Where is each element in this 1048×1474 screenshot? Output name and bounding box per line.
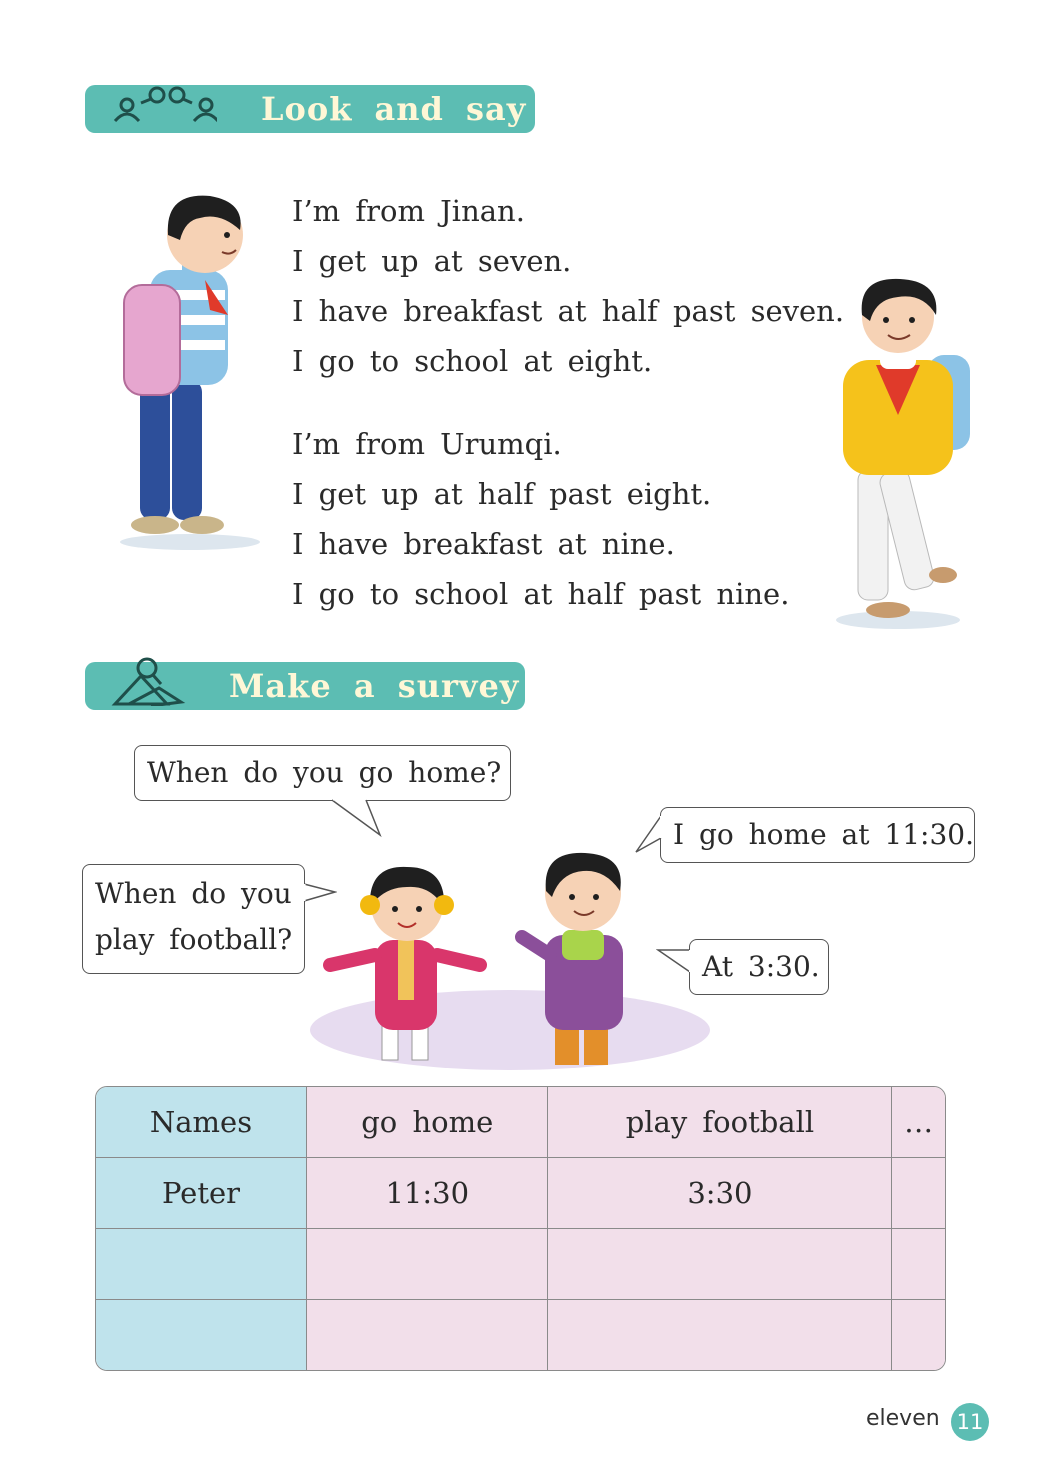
bubble-text: At 3:30. <box>702 950 820 983</box>
page-number-badge: 11 <box>951 1403 989 1441</box>
table-cell[interactable]: 11:30 <box>307 1158 548 1229</box>
boy-in-yellow-sweater-illustration <box>828 275 978 640</box>
table-cell[interactable]: 3:30 <box>548 1158 892 1229</box>
text-line: I get up at seven. <box>292 244 572 278</box>
text-line: I go to school at half past nine. <box>292 577 790 611</box>
text-line: I have breakfast at half past seven. <box>292 294 845 328</box>
bubble-text: When do you <box>95 877 292 910</box>
table-cell[interactable] <box>307 1229 548 1300</box>
header-cell: play football <box>548 1087 892 1158</box>
table-cell[interactable] <box>892 1158 945 1229</box>
section-title: Make a survey <box>229 667 520 705</box>
table-cell[interactable] <box>892 1229 945 1300</box>
text-line: I’m from Jinan. <box>292 194 525 228</box>
table-row <box>96 1300 945 1370</box>
header-cell: … <box>892 1087 945 1158</box>
name-cell[interactable] <box>96 1229 307 1300</box>
look-and-say-banner <box>85 85 535 133</box>
table-row <box>96 1229 945 1300</box>
speech-bubble-football-question <box>82 864 305 974</box>
make-a-survey-banner <box>85 662 525 710</box>
table-cell[interactable] <box>548 1229 892 1300</box>
two-children-talking-illustration <box>300 845 720 1070</box>
name-cell[interactable] <box>96 1300 307 1370</box>
header-cell: go home <box>307 1087 548 1158</box>
speech-bubble-go-home-question <box>134 745 511 801</box>
table-cell[interactable] <box>892 1300 945 1370</box>
text-line: I have breakfast at nine. <box>292 527 675 561</box>
survey-table <box>95 1086 946 1371</box>
paragraph-urumqi <box>292 419 789 619</box>
section-title: Look and say <box>261 90 527 128</box>
magnifier-pencil-icon <box>111 654 191 706</box>
text-line: I go to school at eight. <box>292 344 653 378</box>
bubble-text: When do you go home? <box>147 756 502 789</box>
boy-with-pink-backpack-illustration <box>110 190 270 560</box>
table-header-row <box>96 1087 945 1158</box>
bubble-text: I go home at 11:30. <box>673 818 974 851</box>
bubble-text: play football? <box>95 923 293 956</box>
text-line: I get up at half past eight. <box>292 477 712 511</box>
bubble-tail <box>330 799 390 839</box>
name-cell[interactable]: Peter <box>96 1158 307 1229</box>
page-number-word: eleven <box>866 1406 940 1431</box>
people-talking-icon <box>107 85 217 131</box>
paragraph-jinan <box>292 186 844 386</box>
header-cell: Names <box>96 1087 307 1158</box>
table-cell[interactable] <box>307 1300 548 1370</box>
table-row <box>96 1158 945 1229</box>
table-cell[interactable] <box>548 1300 892 1370</box>
text-line: I’m from Urumqi. <box>292 427 562 461</box>
